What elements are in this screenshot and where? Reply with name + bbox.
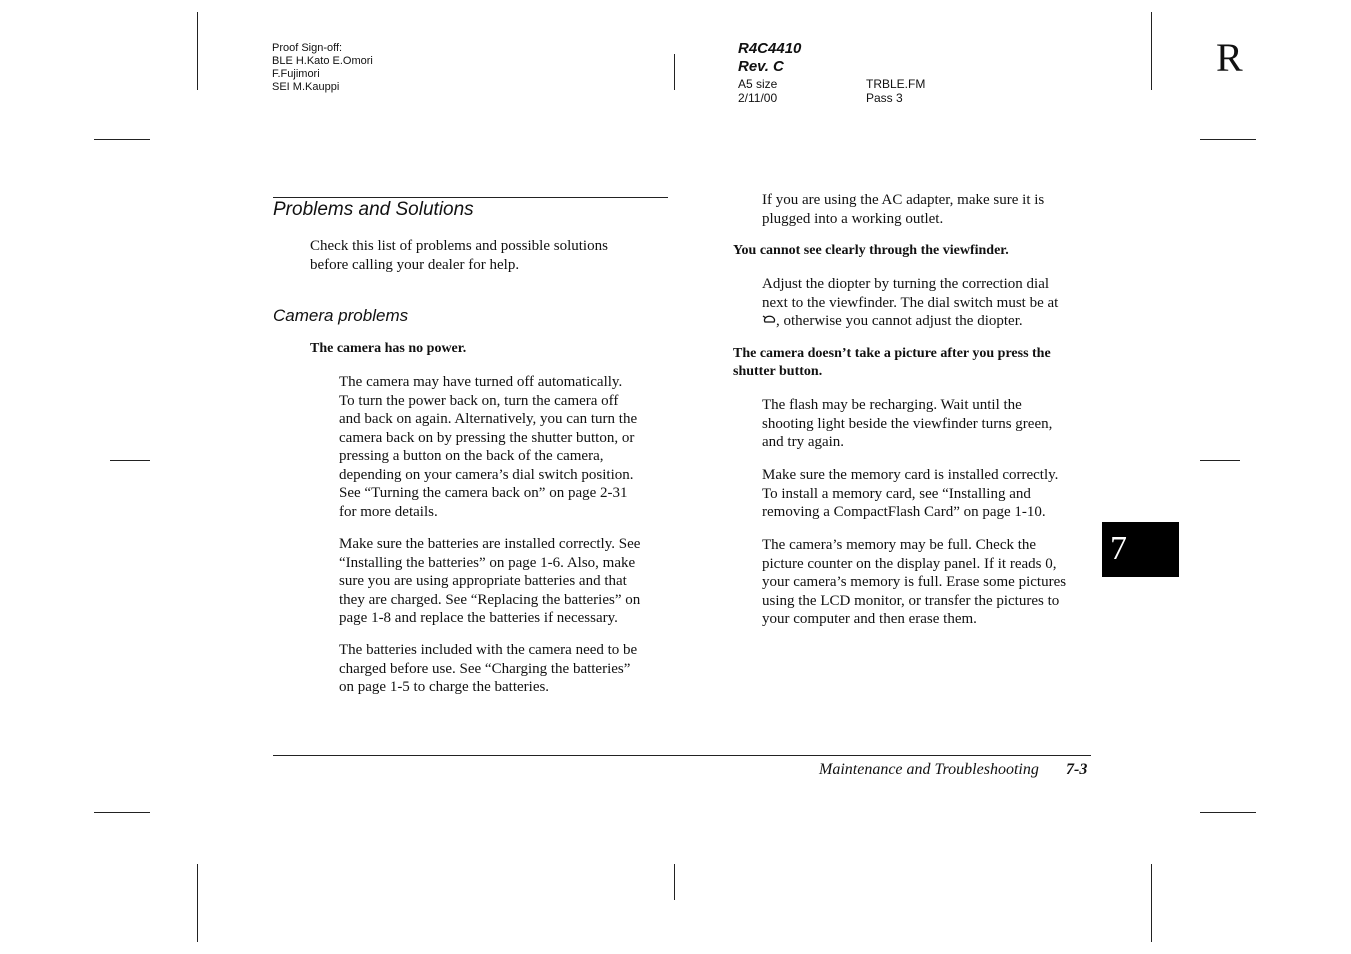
crop-mark [1151, 864, 1152, 942]
chapter-tab-number: 7 [1110, 530, 1127, 567]
crop-mark [674, 54, 675, 90]
proof-line: F.Fujimori [272, 68, 320, 80]
registration-letter: R [1216, 35, 1243, 80]
footer-page-number: 7-3 [1066, 761, 1088, 778]
solution-paragraph: The camera may have turned off automatically. To turn the power back on, turn the camera off and back on again. Alternatively, you can turn the camera back on by pressing the shutter button, or pressing a button on the back of the camera, depending on your camera’s dial switch position. See “Turning the camera back on” on page 2-31 for more details. [339, 374, 638, 520]
doc-size: A5 size [738, 77, 778, 91]
problem-heading: You cannot see clearly through the viewfinder. [733, 243, 1009, 258]
solution-paragraph: If you are using the AC adapter, make sure it is plugged into a working outlet. [762, 192, 1045, 227]
problem-heading: The camera doesn’t take a picture after you press the shutter button. [733, 346, 1051, 379]
footer-rule [273, 755, 1091, 756]
solution-paragraph: The batteries included with the camera need to be charged before use. See “Charging the batteries” on page 1-5 to charge the batteries. [339, 642, 638, 695]
crop-mark [197, 864, 198, 942]
solution-paragraph: Adjust the diopter by turning the correction dial next to the viewfinder. The dial switch must be at , otherwise you cannot adjust the diopter. [762, 276, 1059, 329]
chapter-tab [1102, 522, 1179, 577]
proof-line: Proof Sign-off: [272, 42, 343, 54]
subsection-title: Camera problems [273, 306, 409, 325]
crop-mark [94, 812, 150, 813]
intro-paragraph: Check this list of problems and possible solutions before calling your dealer for help. [310, 238, 608, 273]
proof-line: BLE H.Kato E.Omori [272, 55, 373, 67]
doc-code: R4C4410 [738, 40, 802, 57]
proof-signoff [272, 42, 373, 94]
doc-date: 2/11/00 [738, 91, 778, 105]
crop-mark [1200, 139, 1256, 140]
crop-mark [1200, 812, 1256, 813]
crop-mark [674, 864, 675, 900]
crop-mark [197, 12, 198, 90]
crop-mark [1151, 12, 1152, 90]
doc-rev: Rev. C [738, 58, 784, 75]
doc-file: TRBLE.FM [866, 77, 926, 91]
crop-mark [110, 460, 150, 461]
problem-heading: The camera has no power. [310, 341, 467, 356]
solution-paragraph: Make sure the batteries are installed correctly. See “Installing the batteries” on page 1-6. Also, make sure you are using appropriate batteries and that they are charged. See “Replacing the batteries” on page 1-8 and replace the batteries if necessary. [339, 536, 641, 626]
crop-mark [94, 139, 150, 140]
crop-mark [1200, 460, 1240, 461]
solution-paragraph: The camera’s memory may be full. Check the picture counter on the display panel. If it reads 0, your camera’s memory is full. Erase some pictures using the LCD monitor, or transfer the pictures to your computer and then erase them. [762, 537, 1067, 627]
camera-dial-icon [762, 313, 776, 325]
doc-pass: Pass 3 [866, 91, 903, 105]
proof-line: SEI M.Kauppi [272, 81, 340, 93]
solution-paragraph: Make sure the memory card is installed correctly. To install a memory card, see “Installing and removing a CompactFlash Card” on page 1-10. [762, 467, 1059, 520]
footer-chapter: Maintenance and Troubleshooting [819, 761, 1039, 778]
section-title: Problems and Solutions [273, 199, 474, 220]
solution-paragraph: The flash may be recharging. Wait until the shooting light beside the viewfinder turns green, and try again. [762, 397, 1053, 450]
